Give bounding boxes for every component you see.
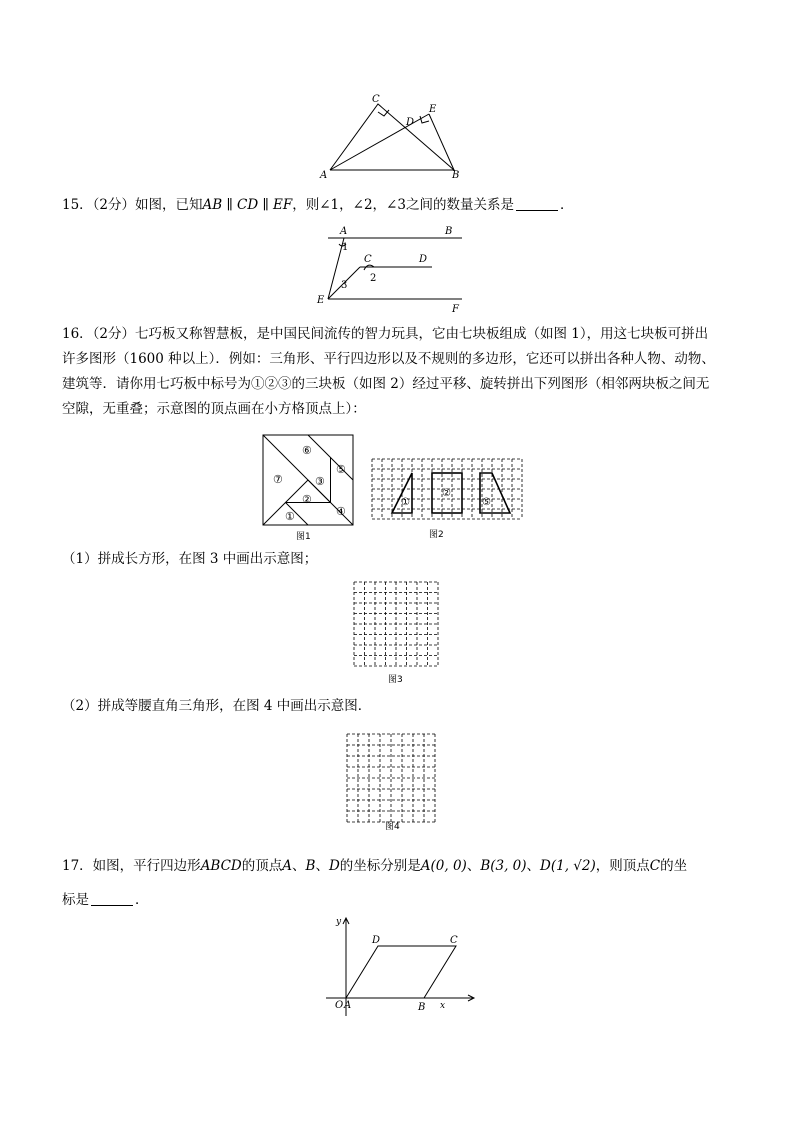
q15-question-text: ，则∠1，∠2，∠3之间的数量关系是 <box>292 197 514 213</box>
q16-line-2: 许多图形（1600 种以上）．例如：三角形、平行四边形以及不规则的多边形，它还可以拼出各种人物、动物、 <box>62 351 715 367</box>
q17-text-c: 的坐标分别是 <box>339 858 421 874</box>
q17-text-e: 的坐 <box>660 858 688 874</box>
q15-ab: AB <box>202 197 223 213</box>
q17-coord-b: B(3, 0) <box>480 858 527 874</box>
q17-line-2 <box>62 886 149 914</box>
x-axis-label: x <box>440 1001 446 1011</box>
fig15-parallel-lines-figure <box>312 222 474 314</box>
q17-coord-d: D(1, √2) <box>540 858 596 874</box>
fig14-triangle-figure <box>312 92 482 180</box>
fig4-answer-grid[interactable] <box>343 730 443 834</box>
piece-7-label: ⑦ <box>273 473 283 486</box>
q16-sub-question-2: （2）拼成等腰直角三角形，在图 4 中画出示意图． <box>62 698 372 714</box>
q17-line-1 <box>62 852 687 880</box>
q15-parallel-1: ∥ <box>222 197 238 213</box>
fig4-caption: 图4 <box>385 822 400 832</box>
piece-3-label: ③ <box>315 475 325 488</box>
q17-point-c: C <box>649 858 661 874</box>
label-c: C <box>364 254 372 265</box>
q17-sep-2: 、 <box>315 858 329 874</box>
q15-period: ． <box>559 197 574 213</box>
fig17-parallelogram-axes <box>320 912 480 1024</box>
label-f: F <box>452 304 459 314</box>
q16-line-4: 空隙，无重叠；示意图的顶点画在小方格顶点上）： <box>62 401 366 417</box>
q17-point-a: A <box>282 858 293 874</box>
angle-1-label: 1 <box>342 242 349 253</box>
fig1-tangram <box>258 432 358 542</box>
q16-line-3: 建筑等．请你用七巧板中标号为①②③的三块板（如图 2）经过平移、旋转拼出下列图形（相邻两块板之间无 <box>62 376 710 392</box>
q17-text-b: 的顶点 <box>241 858 283 874</box>
q17-sep-3: 、 <box>466 858 481 874</box>
label-d: D <box>372 935 381 946</box>
label-a: A <box>320 170 328 180</box>
q15-parallel-2: ∥ <box>258 197 274 213</box>
piece-1-label: ① <box>285 510 295 523</box>
label-b: B <box>452 170 460 180</box>
piece-2-label: ② <box>302 493 312 506</box>
q17-sep-4: 、 <box>526 858 541 874</box>
angle-3-label: 3 <box>341 280 348 291</box>
q17-text-a: 17．如图，平行四边形 <box>62 858 201 874</box>
q17-answer-blank[interactable] <box>91 891 133 906</box>
piece-6-label: ⑥ <box>302 444 312 457</box>
q15-prefix: 15．（2分）如图，已知 <box>62 197 203 213</box>
piece-4-label: ④ <box>336 505 346 518</box>
label-b: B <box>445 226 453 237</box>
fig2-piece-1-label: ① <box>401 497 410 508</box>
q17-text-d: ，则顶点 <box>595 858 650 874</box>
q17-abcd: ABCD <box>200 858 242 874</box>
label-d: D <box>419 254 428 265</box>
q15-cd: CD <box>237 197 259 213</box>
fig2-caption: 图2 <box>429 530 444 540</box>
fig1-caption: 图1 <box>296 532 311 542</box>
q17-line2-text: 标是 <box>62 892 89 908</box>
label-a: A <box>344 1000 352 1011</box>
label-e: E <box>429 104 437 115</box>
q17-sep-1: 、 <box>292 858 306 874</box>
label-c: C <box>372 94 380 105</box>
q15-answer-blank[interactable] <box>516 196 558 211</box>
piece-5-label: ⑤ <box>336 463 346 476</box>
fig3-answer-grid[interactable] <box>350 578 442 688</box>
y-axis-label: y <box>336 917 342 927</box>
fig2-pieces-grid <box>368 455 528 543</box>
q15-ef: EF <box>273 197 293 213</box>
q16-sub-question-1: （1）拼成长方形，在图 3 中画出示意图； <box>62 551 318 567</box>
q17-coord-a: A(0, 0) <box>420 858 467 874</box>
label-c: C <box>450 935 458 946</box>
q16-line-1: 16．（2分）七巧板又称智慧板，是中国民间流传的智力玩具，它由七块板组成（如图 1），用这七块板可拼出 <box>62 326 709 342</box>
q17-period: ． <box>135 892 149 908</box>
angle-2-label: 2 <box>370 273 377 284</box>
origin-label: O <box>335 1000 344 1011</box>
q17-point-b: B <box>305 858 316 874</box>
label-b: B <box>418 1002 426 1013</box>
fig2-piece-2-label: ② <box>442 488 451 499</box>
q17-point-d: D <box>328 858 340 874</box>
question-15 <box>62 191 573 219</box>
fig3-caption: 图3 <box>388 675 403 685</box>
label-d: D <box>406 117 415 128</box>
label-a: A <box>340 226 348 237</box>
fig2-piece-5-label: ⑤ <box>482 497 491 508</box>
label-e: E <box>317 295 325 306</box>
